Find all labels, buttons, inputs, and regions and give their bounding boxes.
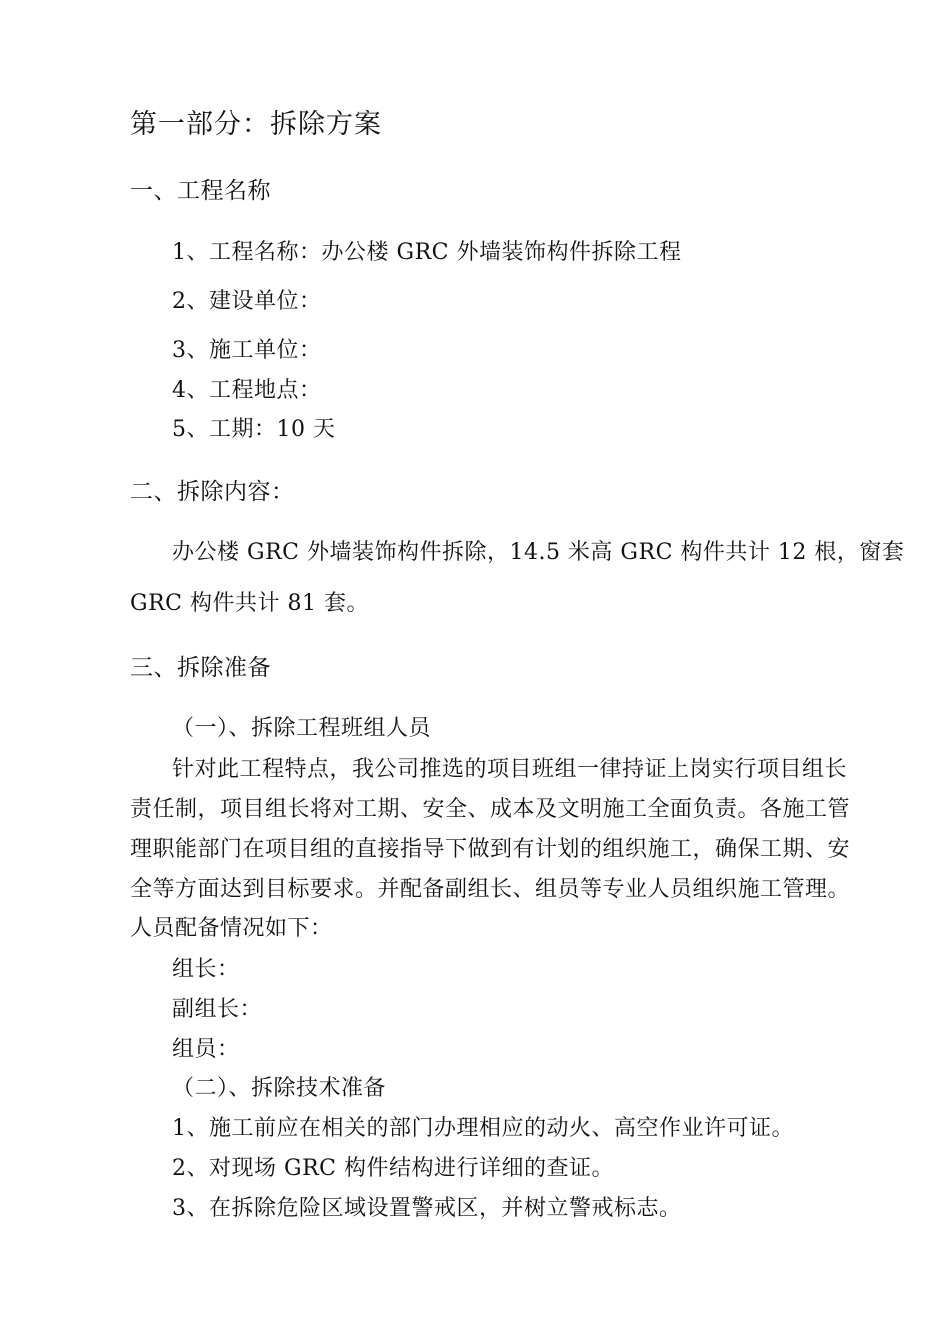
tech-item-2: 2、对现场 GRC 构件结构进行详细的查证。 bbox=[172, 1156, 614, 1181]
section-heading-2: 二、拆除内容： bbox=[130, 479, 295, 505]
project-location-item: 4、工程地点： bbox=[172, 378, 322, 403]
demolition-content-line-1: 办公楼 GRC 外墙装饰构件拆除，14.5 米高 GRC 构件共计 12 根，窗套 bbox=[172, 540, 905, 565]
demolition-content-line-2: GRC 构件共计 81 套。 bbox=[130, 591, 369, 616]
construction-unit-item: 2、建设单位： bbox=[172, 289, 322, 314]
builder-unit-item: 3、施工单位： bbox=[172, 338, 322, 363]
staff-paragraph-line-3: 理职能部门在项目组的直接指导下做到有计划的组织施工，确保工期、安 bbox=[130, 837, 851, 862]
role-deputy-leader: 副组长： bbox=[172, 997, 263, 1022]
subsection-heading-staff: （一）、拆除工程班组人员 bbox=[172, 716, 432, 741]
page-title: 第一部分：拆除方案 bbox=[130, 109, 382, 140]
staff-paragraph-line-1: 针对此工程特点，我公司推选的项目班组一律持证上岗实行项目组长 bbox=[172, 757, 848, 782]
role-members: 组员： bbox=[172, 1037, 240, 1062]
staff-paragraph-line-2: 责任制，项目组长将对工期、安全、成本及文明施工全面负责。各施工管 bbox=[130, 797, 851, 822]
section-heading-3: 三、拆除准备 bbox=[130, 655, 271, 681]
staff-paragraph-line-5: 人员配备情况如下： bbox=[130, 916, 333, 941]
subsection-heading-tech: （二）、拆除技术准备 bbox=[172, 1076, 387, 1101]
staff-paragraph-line-4: 全等方面达到目标要求。并配备副组长、组员等专业人员组织施工管理。 bbox=[130, 877, 851, 902]
tech-item-3: 3、在拆除危险区域设置警戒区，并树立警戒标志。 bbox=[172, 1196, 682, 1221]
project-name-item: 1、工程名称：办公楼 GRC 外墙装饰构件拆除工程 bbox=[172, 240, 682, 265]
section-heading-1: 一、工程名称 bbox=[130, 178, 271, 204]
role-leader: 组长： bbox=[172, 957, 240, 982]
duration-item: 5、工期：10 天 bbox=[172, 417, 336, 442]
tech-item-1: 1、施工前应在相关的部门办理相应的动火、高空作业许可证。 bbox=[172, 1116, 794, 1141]
